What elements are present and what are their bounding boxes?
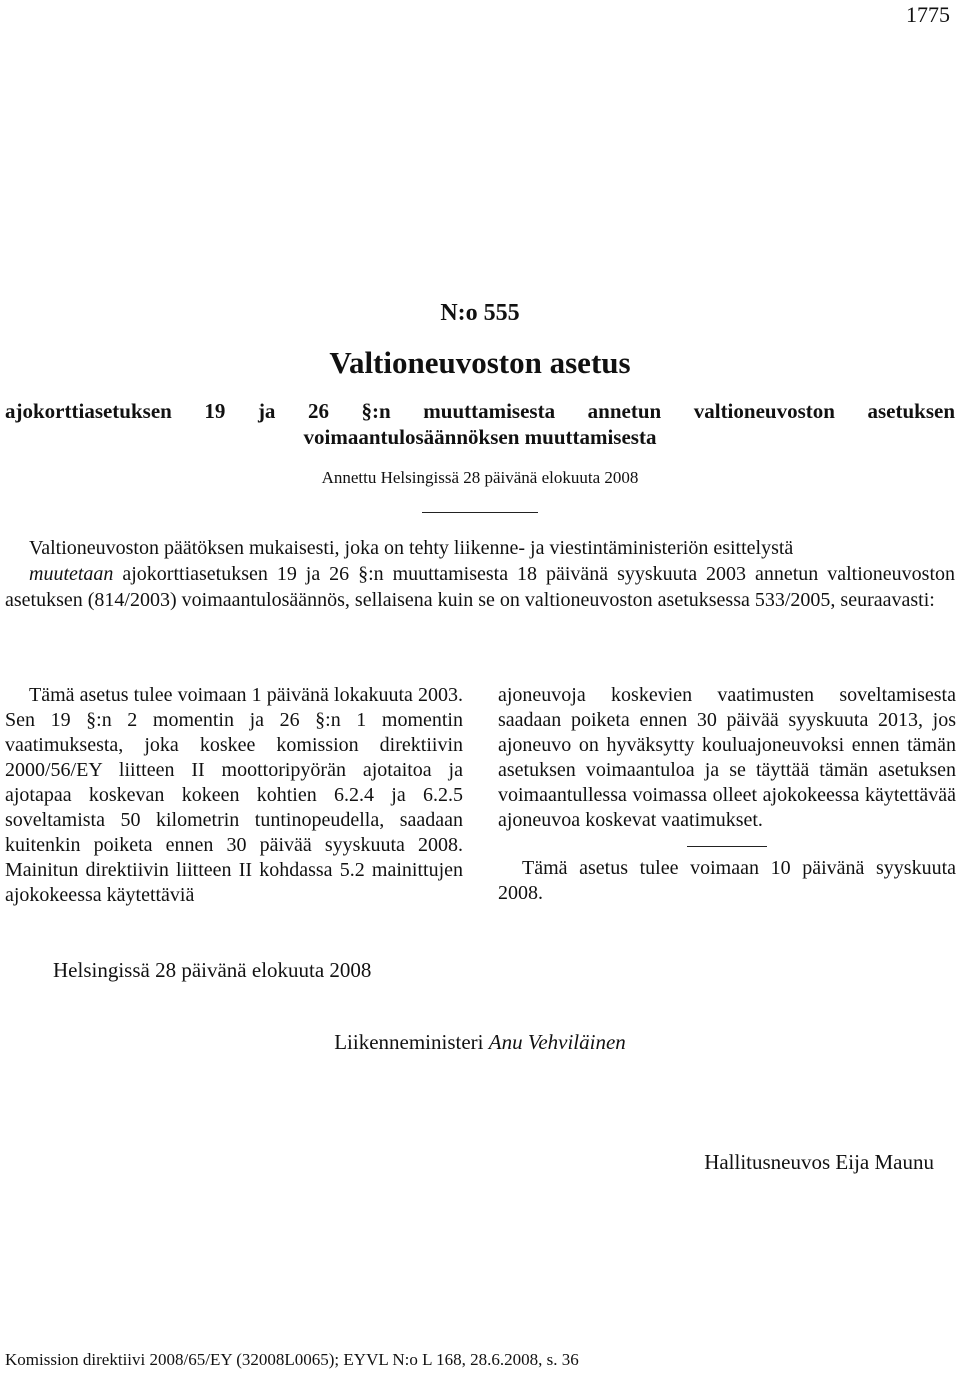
- decree-subject: ajokorttiasetuksen 19 ja 26 §:n muuttamisesta annetun valtioneuvoston asetuksen voimaantulosäännöksen muuttamisesta: [5, 399, 955, 449]
- footnote: Komission direktiivi 2008/65/EY (32008L0065); EYVL N:o L 168, 28.6.2008, s. 36: [5, 1350, 579, 1369]
- body-right-column: [498, 683, 956, 906]
- given-date-line: Annettu Helsingissä 28 päivänä elokuuta 2008: [321, 468, 639, 487]
- section-divider: [687, 846, 767, 847]
- amendment-body: ajokorttiasetuksen 19 ja 26 §:n muuttamisesta 18 päivänä syyskuuta 2003 annetun valtioneuvoston asetuksen (814/2003) voimaantulosäännös, sellaisena kuin se on valtioneuvoston asetuksessa 533/2005, seuraavasti:: [5, 563, 955, 611]
- decree-number: N:o 555: [440, 300, 520, 326]
- entry-into-force: Tämä asetus tulee voimaan 10 päivänä syyskuuta 2008.: [498, 857, 956, 904]
- title-divider: [422, 512, 538, 513]
- preamble-block: [5, 535, 955, 613]
- page-number: 1775: [906, 2, 950, 27]
- preamble-text: Valtioneuvoston päätöksen mukaisesti, joka on tehty liikenne- ja viestintäministeriön esittelystä: [29, 537, 794, 559]
- body-paragraph-left: Tämä asetus tulee voimaan 1 päivänä lokakuuta 2003. Sen 19 §:n 2 momentin ja 26 §:n 1 momentin vaatimuksesta, joka koskee komission direktiivin 2000/56/EY liitteen II moottoripyörän ajotaitoa ja ajotapaa koskevan kokeen kohtien 6.2.4 ja 6.2.5 soveltamista 50 kilometrin tuntinopeudella, saadaan kuitenkin poiketa ennen 30 päivää syyskuuta 2008. Mainitun direktiivin liitteen II kohdassa 5.2 mainittujen ajokokeessa käytettäviä: [5, 684, 463, 906]
- amendment-text: [5, 561, 955, 613]
- signature-place-date: Helsingissä 28 päivänä elokuuta 2008: [53, 958, 372, 982]
- minister-title: Liikenneministeri: [334, 1030, 484, 1054]
- body-left-column: [5, 683, 463, 908]
- amendment-lead: muutetaan: [29, 563, 114, 585]
- minister-signature: [0, 1030, 960, 1055]
- minister-name: Anu Vehviläinen: [488, 1030, 626, 1054]
- body-paragraph-right: ajoneuvoja koskevien vaatimusten soveltamisesta saadaan poiketa ennen 30 päivää syyskuuta 2013, jos ajoneuvo on hyväksytty kouluajoneuvoksi ennen tämän asetuksen voimaantuloa ja se täyttää tämän asetuksen voimaantullessa voimassa olleet ajokokeessa käytettävää ajoneuvoa koskevat vaatimukset.: [498, 684, 956, 831]
- decree-title: Valtioneuvoston asetus: [329, 345, 631, 380]
- counsellor-signature: Hallitusneuvos Eija Maunu: [704, 1150, 934, 1174]
